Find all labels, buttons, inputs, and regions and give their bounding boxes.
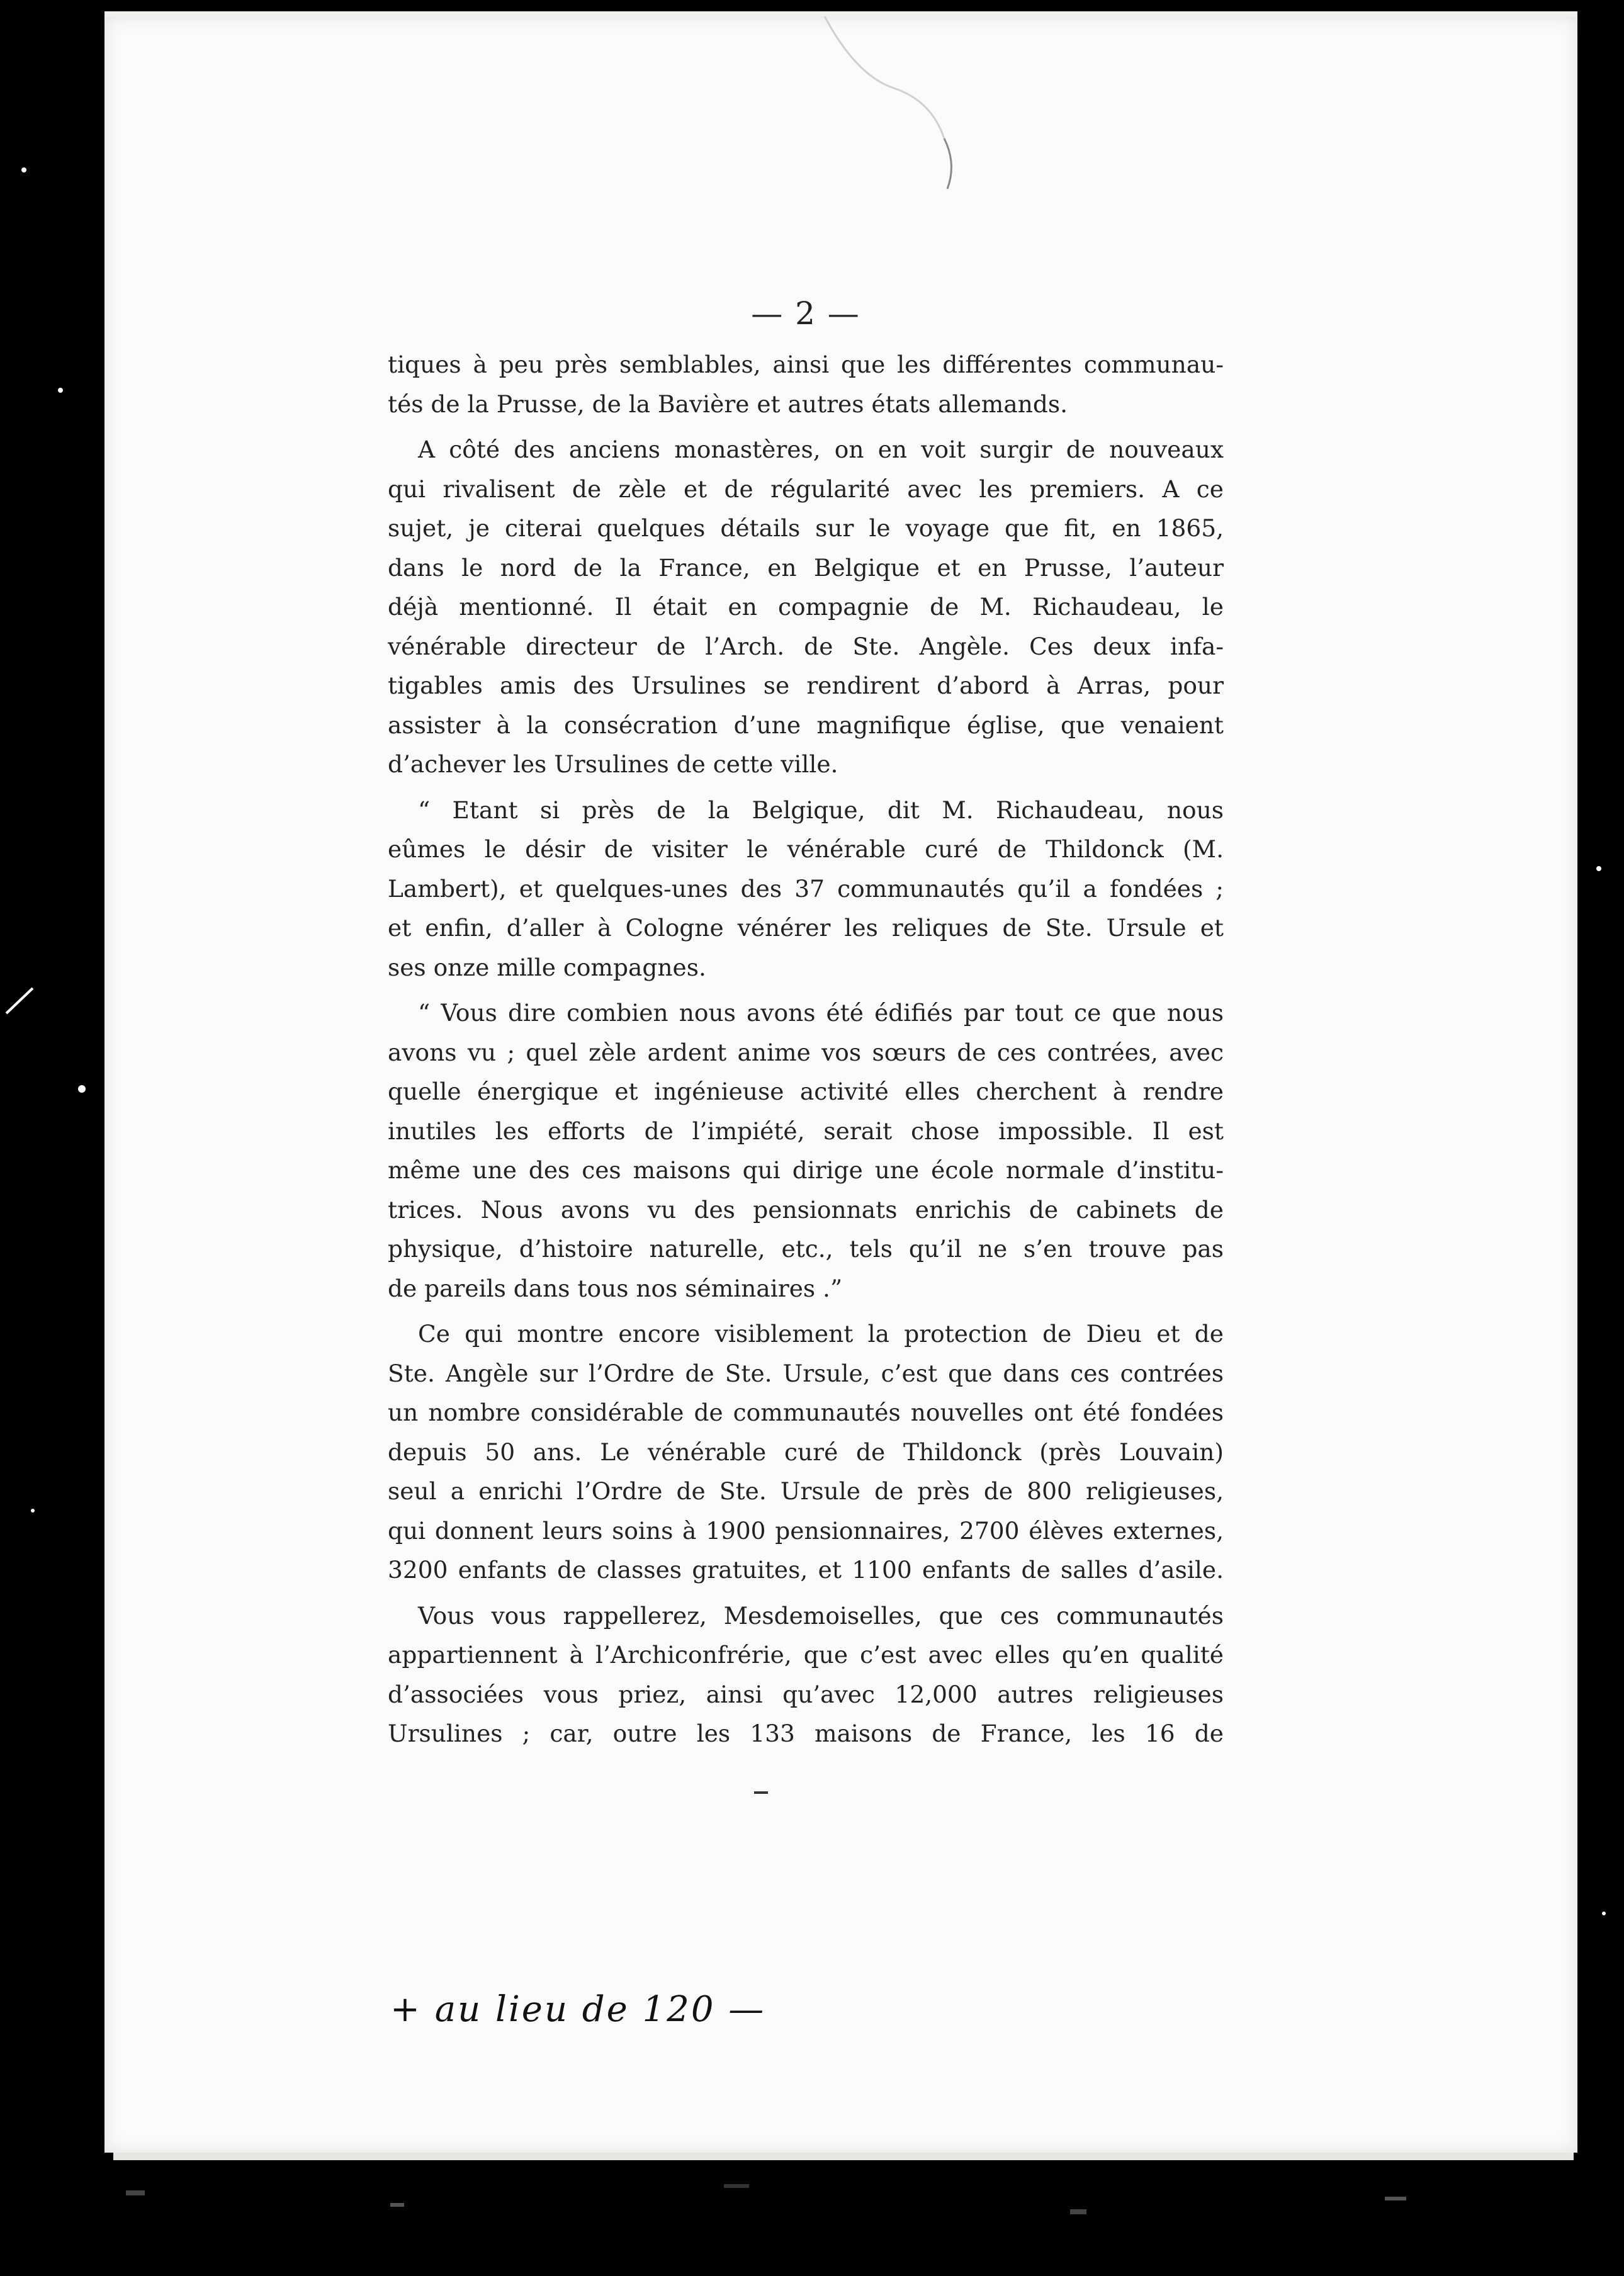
text-line: vénérable directeur de l’Arch. de Ste. Angèle. Ces deux infa-: [388, 632, 1224, 660]
text-line: eûmes le désir de visiter le vénérable curé de Thildonck (M.: [388, 835, 1224, 863]
text-line: d’associées vous priez, ainsi qu’avec 12,000 autres religieuses: [388, 1680, 1224, 1708]
handwritten-note: + au lieu de 120 —: [390, 1989, 766, 2030]
text-line: même une des ces maisons qui dirige une école normale d’institu-: [388, 1156, 1224, 1184]
paper-fold: [825, 16, 944, 138]
text-line: inutiles les efforts de l’impiété, serait chose impossible. Il est: [388, 1117, 1224, 1145]
text-line: qui rivalisent de zèle et de régularité avec les premiers. A ce: [388, 475, 1224, 503]
text-line: Ste. Angèle sur l’Ordre de Ste. Ursule, c’est que dans ces contrées: [388, 1359, 1224, 1387]
text-line: seul a enrichi l’Ordre de Ste. Ursule de près de 800 religieuses,: [388, 1477, 1224, 1505]
text-line: d’achever les Ursulines de cette ville.: [388, 750, 838, 778]
paper-crease: [944, 138, 951, 189]
text-line: Ursulines ; car, outre les 133 maisons de France, les 16 de: [388, 1720, 1224, 1747]
margin-speck: [58, 388, 63, 393]
page-number: — 2 —: [751, 295, 860, 332]
margin-speck: [31, 1509, 35, 1513]
text-line: Ce qui montre encore visiblement la protection de Dieu et de: [418, 1320, 1224, 1348]
text-line: appartiennent à l’Archiconfrérie, que c’est avec elles qu’en qualité: [388, 1641, 1224, 1669]
text-line: Lambert), et quelques-unes des 37 communautés qu’il a fondées ;: [388, 874, 1224, 903]
margin-scratch: [6, 988, 33, 1013]
text-line: “ Vous dire combien nous avons été édifiés par tout ce que nous: [418, 999, 1224, 1027]
text-line: Vous vous rappellerez, Mesdemoiselles, que ces communautés: [418, 1601, 1224, 1630]
text-line: quelle énergique et ingénieuse activité elles cherchent à rendre: [388, 1078, 1224, 1105]
text-line: déjà mentionné. Il était en compagnie de M. Richaudeau, le: [388, 593, 1224, 621]
text-line: “ Etant si près de la Belgique, dit M. Richaudeau, nous: [418, 796, 1224, 824]
margin-speck: [1596, 866, 1601, 871]
text-line: trices. Nous avons vu des pensionnats enrichis de cabinets de: [388, 1195, 1224, 1224]
margin-speck: [1602, 1912, 1606, 1915]
text-line: assister à la consécration d’une magnifique église, que venaient: [388, 711, 1224, 739]
text-line: de pareils dans tous nos séminaires .”: [388, 1274, 843, 1302]
text-line: depuis 50 ans. Le vénérable curé de Thildonck (près Louvain): [388, 1438, 1224, 1466]
text-line: ses onze mille compagnes.: [388, 953, 706, 981]
margin-speck: [21, 167, 26, 172]
text-line: et enfin, d’aller à Cologne vénérer les reliques de Ste. Ursule et: [388, 914, 1224, 942]
text-line: A côté des anciens monastères, on en voit surgir de nouveaux: [418, 436, 1224, 463]
text-line: 3200 enfants de classes gratuites, et 1100 enfants de salles d’asile.: [388, 1556, 1224, 1584]
text-line: tés de la Prusse, de la Bavière et autres états allemands.: [388, 390, 1068, 418]
margin-speck: [78, 1085, 86, 1093]
text-line: qui donnent leurs soins à 1900 pensionnaires, 2700 élèves externes,: [388, 1516, 1224, 1545]
text-line: tiques à peu près semblables, ainsi que les différentes communau-: [388, 351, 1224, 378]
text-line: sujet, je citerai quelques détails sur le voyage que fit, en 1865,: [388, 514, 1224, 542]
text-line: physique, d’histoire naturelle, etc., tels qu’il ne s’en trouve pas: [388, 1235, 1224, 1263]
text-line: dans le nord de la France, en Belgique et en Prusse, l’auteur: [388, 553, 1224, 582]
text-line: un nombre considérable de communautés nouvelles ont été fondées: [388, 1399, 1224, 1426]
text-line: avons vu ; quel zèle ardent anime vos sœurs de ces contrées, avec: [388, 1038, 1224, 1066]
bottom-border-noise: [126, 2184, 1406, 2214]
text-line: tigables amis des Ursulines se rendirent d’abord à Arras, pour: [388, 672, 1224, 699]
